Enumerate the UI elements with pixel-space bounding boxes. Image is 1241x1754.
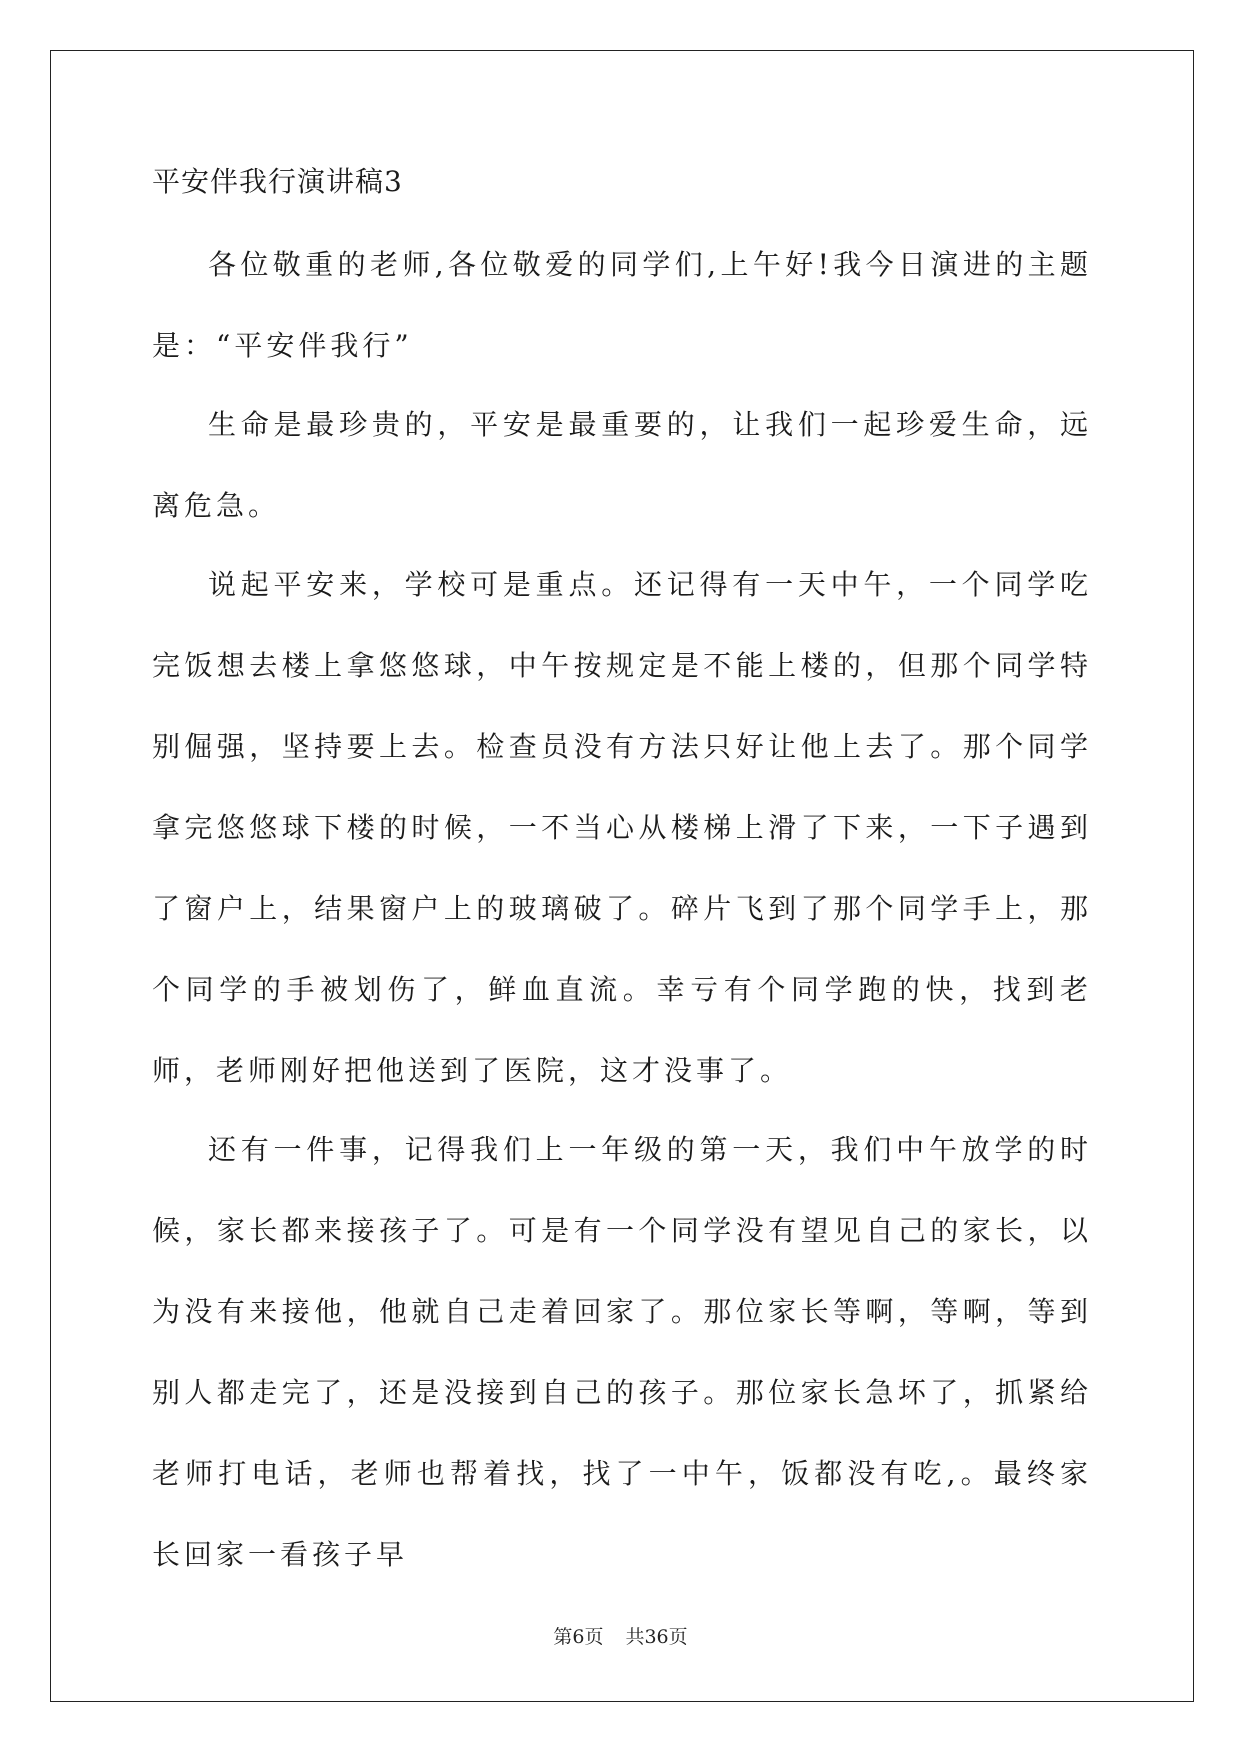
- paragraph-4: 还有一件事，记得我们上一年级的第一天，我们中午放学的时候，家长都来接孩子了。可是有一个同学没有望见自己的家长，以为没有来接他，他就自己走着回家了。那位家长等啊，等啊，等到别人都走完了，还是没接到自己的孩子。那位家长急坏了，抓紧给老师打电话，老师也帮着找，找了一中午，饭都没有吃,。最终家长回家一看孩子早: [152, 1133, 1092, 1571]
- page-total: 共36页: [625, 1626, 688, 1648]
- page-number: 第6页: [553, 1626, 604, 1648]
- page-footer: [0, 1622, 1241, 1649]
- document-body: [152, 160, 1092, 1595]
- paragraph-2: 生命是最珍贵的，平安是最重要的，让我们一起珍爱生命，远离危急。: [152, 408, 1092, 522]
- paragraph-3: 说起平安来，学校可是重点。还记得有一天中午，一个同学吃完饭想去楼上拿悠悠球，中午按规定是不能上楼的，但那个同学特别倔强，坚持要上去。检查员没有方法只好让他上去了。那个同学拿完悠悠球下楼的时候，一不当心从楼梯上滑了下来，一下子遇到了窗户上，结果窗户上的玻璃破了。碎片飞到了那个同学手上，那个同学的手被划伤了，鲜血直流。幸亏有个同学跑的快，找到老师，老师刚好把他送到了医院，这才没事了。: [152, 568, 1092, 1087]
- paragraph-1: 各位敬重的老师,各位敬爱的同学们,上午好!我今日演进的主题是：“平安伴我行”: [152, 248, 1092, 362]
- document-title: 平安伴我行演讲稿3: [152, 165, 403, 198]
